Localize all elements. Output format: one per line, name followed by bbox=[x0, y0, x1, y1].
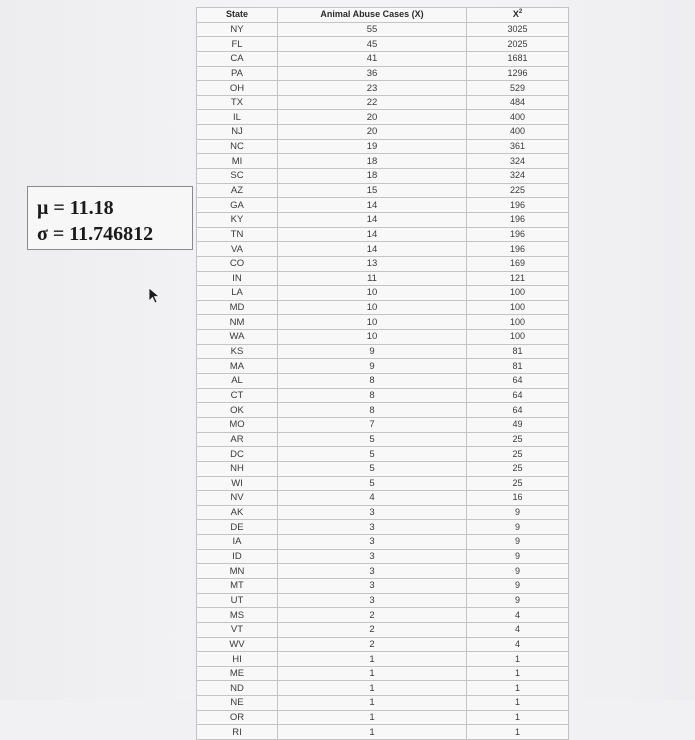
table-row bbox=[197, 227, 569, 242]
x-squared-cell: 196 bbox=[467, 198, 569, 213]
state-cell: ME bbox=[197, 666, 278, 681]
cases-cell: 5 bbox=[278, 476, 467, 491]
abuse-cases-table bbox=[196, 7, 569, 740]
x-squared-cell: 100 bbox=[467, 286, 569, 301]
mouse-pointer-icon bbox=[148, 287, 162, 305]
cases-cell: 7 bbox=[278, 417, 467, 432]
x-squared-cell: 3025 bbox=[467, 22, 569, 37]
x-squared-cell: 196 bbox=[467, 227, 569, 242]
state-cell: NE bbox=[197, 696, 278, 711]
table-row bbox=[197, 51, 569, 66]
table-row bbox=[197, 344, 569, 359]
cases-cell: 1 bbox=[278, 725, 467, 740]
cases-cell: 3 bbox=[278, 520, 467, 535]
x-squared-cell: 4 bbox=[467, 622, 569, 637]
state-cell: MT bbox=[197, 578, 278, 593]
x-squared-cell: 81 bbox=[467, 344, 569, 359]
table-row bbox=[197, 169, 569, 184]
x-squared-cell: 100 bbox=[467, 330, 569, 345]
cases-cell: 14 bbox=[278, 198, 467, 213]
table-row bbox=[197, 622, 569, 637]
cases-cell: 10 bbox=[278, 330, 467, 345]
cases-cell: 1 bbox=[278, 681, 467, 696]
state-cell: IL bbox=[197, 110, 278, 125]
state-cell: VT bbox=[197, 622, 278, 637]
x-squared-cell: 9 bbox=[467, 549, 569, 564]
table-row bbox=[197, 256, 569, 271]
x-squared-cell: 361 bbox=[467, 139, 569, 154]
state-cell: OK bbox=[197, 403, 278, 418]
x-squared-cell: 9 bbox=[467, 578, 569, 593]
header-exponent: 2 bbox=[518, 9, 523, 16]
cases-cell: 18 bbox=[278, 169, 467, 184]
cases-cell: 8 bbox=[278, 403, 467, 418]
x-squared-cell: 529 bbox=[467, 81, 569, 96]
x-squared-cell: 100 bbox=[467, 300, 569, 315]
cases-cell: 41 bbox=[278, 51, 467, 66]
table-row bbox=[197, 315, 569, 330]
x-squared-cell: 1296 bbox=[467, 66, 569, 81]
table-row bbox=[197, 81, 569, 96]
cases-cell: 13 bbox=[278, 256, 467, 271]
table-row bbox=[197, 330, 569, 345]
cases-cell: 9 bbox=[278, 344, 467, 359]
x-squared-cell: 64 bbox=[467, 374, 569, 389]
state-cell: CT bbox=[197, 388, 278, 403]
state-cell: RI bbox=[197, 725, 278, 740]
cases-cell: 20 bbox=[278, 125, 467, 140]
table-row bbox=[197, 637, 569, 652]
cases-cell: 3 bbox=[278, 578, 467, 593]
table-row bbox=[197, 681, 569, 696]
table-row bbox=[197, 22, 569, 37]
cases-cell: 8 bbox=[278, 374, 467, 389]
state-cell: IN bbox=[197, 271, 278, 286]
table-row bbox=[197, 403, 569, 418]
cases-cell: 14 bbox=[278, 227, 467, 242]
state-cell: CA bbox=[197, 51, 278, 66]
x-squared-cell: 1 bbox=[467, 696, 569, 711]
state-cell: NJ bbox=[197, 125, 278, 140]
table-row bbox=[197, 608, 569, 623]
table-row bbox=[197, 520, 569, 535]
cases-cell: 2 bbox=[278, 608, 467, 623]
header-x-squared bbox=[467, 8, 569, 23]
state-cell: MA bbox=[197, 359, 278, 374]
table-row bbox=[197, 374, 569, 389]
state-cell: AK bbox=[197, 505, 278, 520]
x-squared-cell: 81 bbox=[467, 359, 569, 374]
state-cell: KS bbox=[197, 344, 278, 359]
state-cell: TX bbox=[197, 95, 278, 110]
table-row bbox=[197, 300, 569, 315]
table-row bbox=[197, 535, 569, 550]
table-row bbox=[197, 242, 569, 257]
cases-cell: 10 bbox=[278, 286, 467, 301]
x-squared-cell: 324 bbox=[467, 154, 569, 169]
state-cell: LA bbox=[197, 286, 278, 301]
state-cell: PA bbox=[197, 66, 278, 81]
state-cell: WA bbox=[197, 330, 278, 345]
state-cell: OH bbox=[197, 81, 278, 96]
x-squared-cell: 9 bbox=[467, 505, 569, 520]
cases-cell: 36 bbox=[278, 66, 467, 81]
table-row bbox=[197, 710, 569, 725]
state-cell: NC bbox=[197, 139, 278, 154]
cases-cell: 19 bbox=[278, 139, 467, 154]
cases-cell: 2 bbox=[278, 637, 467, 652]
state-cell: IA bbox=[197, 535, 278, 550]
x-squared-cell: 1 bbox=[467, 681, 569, 696]
table-row bbox=[197, 578, 569, 593]
x-squared-cell: 4 bbox=[467, 637, 569, 652]
cases-cell: 1 bbox=[278, 696, 467, 711]
table-row bbox=[197, 198, 569, 213]
state-cell: ND bbox=[197, 681, 278, 696]
x-squared-cell: 225 bbox=[467, 183, 569, 198]
header-x: X bbox=[512, 9, 519, 20]
cases-cell: 3 bbox=[278, 593, 467, 608]
state-cell: HI bbox=[197, 652, 278, 667]
cases-cell: 3 bbox=[278, 564, 467, 579]
table-row bbox=[197, 37, 569, 52]
cases-cell: 8 bbox=[278, 388, 467, 403]
cases-cell: 20 bbox=[278, 110, 467, 125]
state-cell: AR bbox=[197, 432, 278, 447]
state-cell: UT bbox=[197, 593, 278, 608]
state-cell: NV bbox=[197, 491, 278, 506]
x-squared-cell: 169 bbox=[467, 256, 569, 271]
x-squared-cell: 196 bbox=[467, 242, 569, 257]
state-cell: MD bbox=[197, 300, 278, 315]
table-row bbox=[197, 564, 569, 579]
header-state: State bbox=[197, 8, 278, 23]
table-row bbox=[197, 491, 569, 506]
cases-cell: 5 bbox=[278, 447, 467, 462]
table-row bbox=[197, 359, 569, 374]
table-row bbox=[197, 125, 569, 140]
table-row bbox=[197, 139, 569, 154]
table-row bbox=[197, 725, 569, 740]
table-row bbox=[197, 286, 569, 301]
table-row bbox=[197, 461, 569, 476]
x-squared-cell: 1 bbox=[467, 666, 569, 681]
x-squared-cell: 25 bbox=[467, 476, 569, 491]
cases-cell: 1 bbox=[278, 666, 467, 681]
x-squared-cell: 64 bbox=[467, 388, 569, 403]
x-squared-cell: 9 bbox=[467, 535, 569, 550]
x-squared-cell: 1 bbox=[467, 710, 569, 725]
table-row bbox=[197, 417, 569, 432]
state-cell: SC bbox=[197, 169, 278, 184]
cases-cell: 45 bbox=[278, 37, 467, 52]
state-cell: MI bbox=[197, 154, 278, 169]
x-squared-cell: 25 bbox=[467, 447, 569, 462]
x-squared-cell: 121 bbox=[467, 271, 569, 286]
table-row bbox=[197, 696, 569, 711]
x-squared-cell: 324 bbox=[467, 169, 569, 184]
state-cell: WI bbox=[197, 476, 278, 491]
x-squared-cell: 4 bbox=[467, 608, 569, 623]
x-squared-cell: 2025 bbox=[467, 37, 569, 52]
cases-cell: 15 bbox=[278, 183, 467, 198]
table-row bbox=[197, 549, 569, 564]
state-cell: DE bbox=[197, 520, 278, 535]
header-cases: Animal Abuse Cases (X) bbox=[278, 8, 467, 23]
state-cell: NH bbox=[197, 461, 278, 476]
state-cell: FL bbox=[197, 37, 278, 52]
x-squared-cell: 400 bbox=[467, 110, 569, 125]
table-row bbox=[197, 212, 569, 227]
state-cell: WV bbox=[197, 637, 278, 652]
table-row bbox=[197, 505, 569, 520]
x-squared-cell: 9 bbox=[467, 593, 569, 608]
table-header-row bbox=[197, 8, 569, 23]
state-cell: DC bbox=[197, 447, 278, 462]
x-squared-cell: 49 bbox=[467, 417, 569, 432]
x-squared-cell: 1 bbox=[467, 652, 569, 667]
x-squared-cell: 196 bbox=[467, 212, 569, 227]
state-cell: MO bbox=[197, 417, 278, 432]
x-squared-cell: 16 bbox=[467, 491, 569, 506]
table-row bbox=[197, 271, 569, 286]
x-squared-cell: 25 bbox=[467, 432, 569, 447]
cases-cell: 3 bbox=[278, 549, 467, 564]
cases-cell: 1 bbox=[278, 710, 467, 725]
state-cell: KY bbox=[197, 212, 278, 227]
cases-cell: 23 bbox=[278, 81, 467, 96]
table-row bbox=[197, 388, 569, 403]
cases-cell: 3 bbox=[278, 505, 467, 520]
state-cell: ID bbox=[197, 549, 278, 564]
statistics-box bbox=[27, 186, 193, 250]
table-row bbox=[197, 666, 569, 681]
x-squared-cell: 25 bbox=[467, 461, 569, 476]
cases-cell: 14 bbox=[278, 242, 467, 257]
x-squared-cell: 400 bbox=[467, 125, 569, 140]
table-row bbox=[197, 95, 569, 110]
cases-cell: 1 bbox=[278, 652, 467, 667]
std-dev-value: σ = 11.746812 bbox=[37, 223, 154, 245]
cases-cell: 3 bbox=[278, 535, 467, 550]
x-squared-cell: 100 bbox=[467, 315, 569, 330]
state-cell: MN bbox=[197, 564, 278, 579]
state-cell: OR bbox=[197, 710, 278, 725]
table-row bbox=[197, 652, 569, 667]
mean-value: μ = 11.18 bbox=[37, 197, 114, 219]
state-cell: NY bbox=[197, 22, 278, 37]
table-row bbox=[197, 476, 569, 491]
cases-cell: 4 bbox=[278, 491, 467, 506]
cases-cell: 55 bbox=[278, 22, 467, 37]
table-row bbox=[197, 447, 569, 462]
cases-cell: 9 bbox=[278, 359, 467, 374]
table-row bbox=[197, 66, 569, 81]
table-row bbox=[197, 110, 569, 125]
state-cell: AL bbox=[197, 374, 278, 389]
cases-cell: 5 bbox=[278, 432, 467, 447]
state-cell: VA bbox=[197, 242, 278, 257]
cases-cell: 22 bbox=[278, 95, 467, 110]
cases-cell: 5 bbox=[278, 461, 467, 476]
state-cell: CO bbox=[197, 256, 278, 271]
cases-cell: 18 bbox=[278, 154, 467, 169]
x-squared-cell: 484 bbox=[467, 95, 569, 110]
x-squared-cell: 1 bbox=[467, 725, 569, 740]
state-cell: TN bbox=[197, 227, 278, 242]
table-body bbox=[197, 22, 569, 739]
x-squared-cell: 1681 bbox=[467, 51, 569, 66]
table-row bbox=[197, 593, 569, 608]
cases-cell: 2 bbox=[278, 622, 467, 637]
cases-cell: 11 bbox=[278, 271, 467, 286]
cases-cell: 10 bbox=[278, 300, 467, 315]
x-squared-cell: 9 bbox=[467, 564, 569, 579]
state-cell: MS bbox=[197, 608, 278, 623]
state-cell: AZ bbox=[197, 183, 278, 198]
table-row bbox=[197, 183, 569, 198]
cases-cell: 14 bbox=[278, 212, 467, 227]
state-cell: GA bbox=[197, 198, 278, 213]
x-squared-cell: 64 bbox=[467, 403, 569, 418]
cases-cell: 10 bbox=[278, 315, 467, 330]
x-squared-cell: 9 bbox=[467, 520, 569, 535]
table-row bbox=[197, 154, 569, 169]
table-row bbox=[197, 432, 569, 447]
state-cell: NM bbox=[197, 315, 278, 330]
